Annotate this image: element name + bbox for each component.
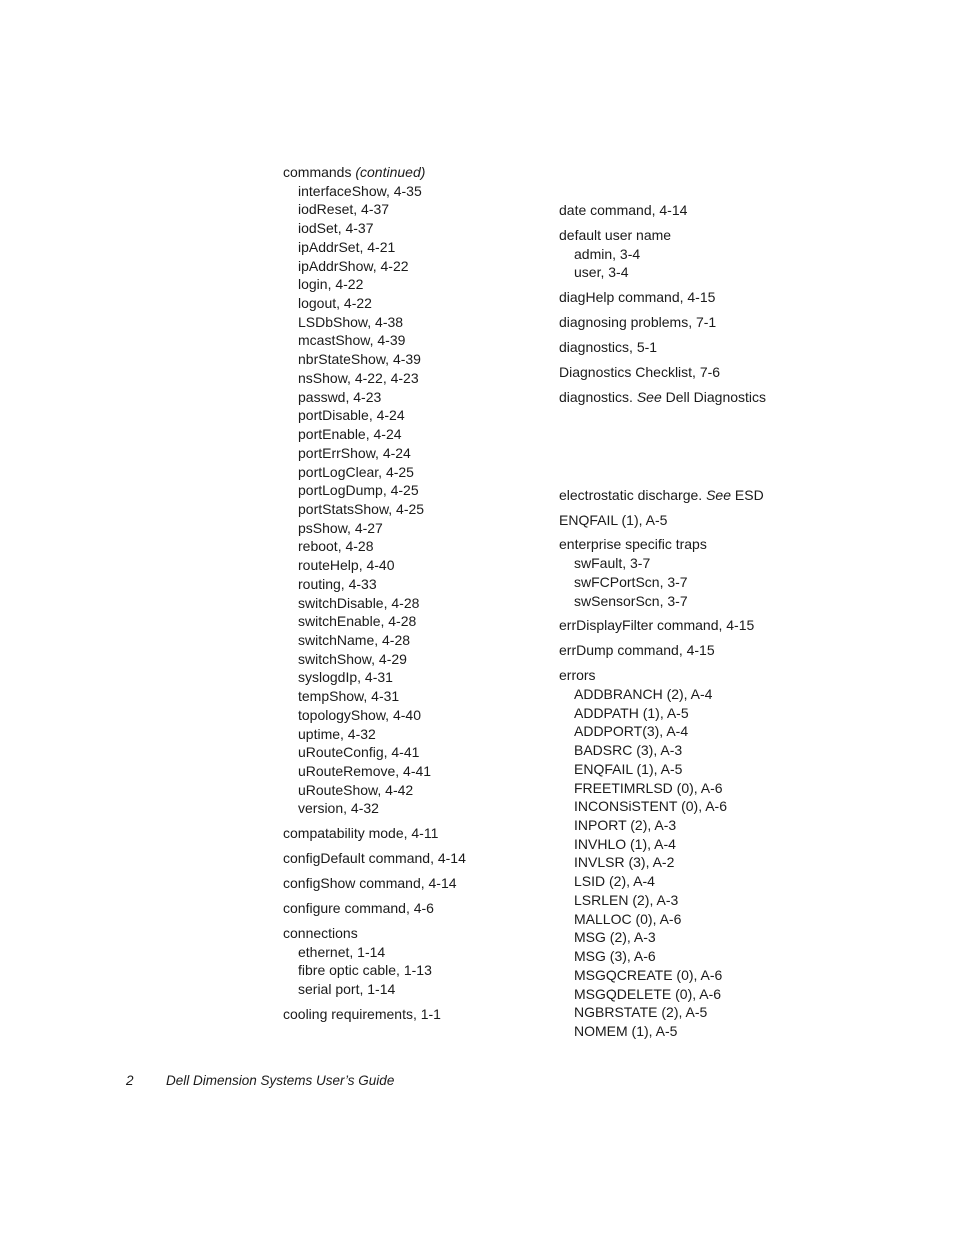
index-subentry: LSRLEN (2), A-3 [574, 891, 679, 908]
index-subentry: NOMEM (1), A-5 [574, 1022, 678, 1039]
index-subentry: routeHelp, 4-40 [298, 557, 395, 574]
index-subentry: portDisable, 4-24 [298, 407, 405, 424]
page-footer [126, 1073, 394, 1088]
default-user-subentries [559, 245, 859, 282]
index-subentry: INCONSiSTENT (0), A-6 [574, 798, 727, 815]
index-subentry: passwd, 4-23 [298, 388, 382, 405]
connections-subentries [283, 943, 533, 999]
index-subentry: logout, 4-22 [298, 295, 372, 312]
index-subentry: portLogDump, 4-25 [298, 482, 419, 499]
index-entry-commands [283, 163, 533, 182]
index-subentry: ipAddrSet, 4-21 [298, 238, 396, 255]
index-subentry: uRouteConfig, 4-41 [298, 744, 420, 761]
index-subentry: swFCPortScn, 3-7 [574, 573, 688, 590]
index-subentry: ADDPATH (1), A-5 [574, 704, 689, 721]
index-subentry: ethernet, 1-14 [298, 943, 386, 960]
index-subentry: INVHLO (1), A-4 [574, 835, 676, 852]
index-column-left [283, 163, 533, 1024]
index-subentry: user, 3-4 [574, 264, 629, 281]
index-subentry: ENQFAIL (1), A-5 [574, 760, 683, 777]
index-subentry: uRouteShow, 4-42 [298, 781, 414, 798]
index-subentry: ipAddrShow, 4-22 [298, 257, 409, 274]
index-entry-default-user-name: default user name [559, 226, 672, 243]
index-entry-see-dell-diagnostics [559, 388, 859, 407]
index-entry: configShow command, 4-14 [283, 875, 457, 892]
index-subentry: interfaceShow, 4-35 [298, 182, 422, 199]
index-subentry: iodReset, 4-37 [298, 201, 390, 218]
index-entry: errDump command, 4-15 [559, 642, 715, 659]
book-title: Dell Dimension Systems User’s Guide [166, 1073, 395, 1088]
index-subentry: nbrStateShow, 4-39 [298, 351, 421, 368]
index-subentry: BADSRC (3), A-3 [574, 742, 683, 759]
index-subentry: switchEnable, 4-28 [298, 613, 417, 630]
index-subentry: uptime, 4-32 [298, 725, 376, 742]
index-entry: configDefault command, 4-14 [283, 850, 466, 867]
index-entry-see-esd [559, 486, 859, 505]
index-subentry: MSG (2), A-3 [574, 929, 656, 946]
index-subentry: INPORT (2), A-3 [574, 817, 677, 834]
index-subentry: portLogClear, 4-25 [298, 463, 414, 480]
page-number: 2 [126, 1073, 134, 1088]
index-entry: compatability mode, 4-11 [283, 825, 439, 842]
index-subentry: serial port, 1-14 [298, 981, 396, 998]
index-entry: cooling requirements, 1-1 [283, 1006, 441, 1023]
index-subentry: FREETIMRLSD (0), A-6 [574, 779, 723, 796]
index-subentry: topologyShow, 4-40 [298, 706, 421, 723]
index-subentry: portEnable, 4-24 [298, 426, 402, 443]
index-subentry: MSG (3), A-6 [574, 948, 656, 965]
index-subentry: ADDBRANCH (2), A-4 [574, 686, 713, 702]
index-subentry: portErrShow, 4-24 [298, 444, 411, 461]
index-subentry: reboot, 4-28 [298, 538, 374, 555]
see-target: Dell Diagnostics [661, 388, 767, 405]
index-subentry: MSGQDELETE (0), A-6 [574, 985, 722, 1002]
commands-subentries [283, 182, 533, 818]
see-target: ESD [731, 486, 764, 503]
index-subentry: version, 4-32 [298, 800, 379, 817]
index-subentry: switchName, 4-28 [298, 631, 411, 648]
index-subentry: nsShow, 4-22, 4-23 [298, 369, 419, 386]
entry-text: electrostatic discharge. [559, 486, 707, 503]
index-subentry: NGBRSTATE (2), A-5 [574, 1004, 708, 1021]
entry-text: commands [283, 164, 352, 180]
index-subentry: uRouteRemove, 4-41 [298, 763, 432, 779]
index-entry-connections: connections [283, 924, 358, 941]
index-subentry: switchDisable, 4-28 [298, 594, 420, 611]
index-subentry: swSensorScn, 3-7 [574, 592, 688, 609]
index-subentry: fibre optic cable, 1-13 [298, 962, 432, 979]
errors-subentries [559, 685, 859, 1041]
entry-text: diagnostics. [559, 388, 637, 405]
index-subentry: ADDPORT(3), A-4 [574, 723, 689, 740]
index-subentry: syslogdIp, 4-31 [298, 669, 393, 686]
index-subentry: LSID (2), A-4 [574, 873, 655, 890]
index-column-right [559, 201, 859, 1041]
index-entry: diagnostics, 5-1 [559, 339, 658, 356]
index-subentry: routing, 4-33 [298, 575, 377, 592]
index-subentry: admin, 3-4 [574, 245, 641, 262]
index-subentry: LSDbShow, 4-38 [298, 313, 404, 330]
enterprise-subentries [559, 554, 859, 610]
index-entry-enterprise-traps: enterprise specific traps [559, 536, 707, 553]
index-subentry: iodSet, 4-37 [298, 220, 374, 237]
index-entry-errors: errors [559, 667, 596, 684]
index-entry: errDisplayFilter command, 4-15 [559, 617, 755, 634]
index-subentry: tempShow, 4-31 [298, 688, 400, 705]
index-entry: diagHelp command, 4-15 [559, 289, 716, 306]
index-subentry: swFault, 3-7 [574, 555, 651, 572]
index-subentry: switchShow, 4-29 [298, 650, 407, 667]
index-subentry: psShow, 4-27 [298, 519, 383, 536]
index-subentry: mcastShow, 4-39 [298, 332, 406, 349]
index-entry: Diagnostics Checklist, 7-6 [559, 363, 721, 380]
index-subentry: MSGQCREATE (0), A-6 [574, 966, 723, 983]
index-entry: ENQFAIL (1), A-5 [559, 511, 668, 528]
index-entry: date command, 4-14 [559, 202, 688, 218]
index-entry: configure command, 4-6 [283, 900, 434, 917]
index-subentry: login, 4-22 [298, 276, 364, 293]
continued-label: (continued) [355, 164, 426, 180]
index-subentry: portStatsShow, 4-25 [298, 500, 425, 517]
index-subentry: MALLOC (0), A-6 [574, 910, 682, 927]
see-reference: See [636, 388, 662, 405]
index-subentry: INVLSR (3), A-2 [574, 854, 675, 871]
index-entry: diagnosing problems, 7-1 [559, 314, 717, 331]
see-reference: See [706, 486, 731, 503]
